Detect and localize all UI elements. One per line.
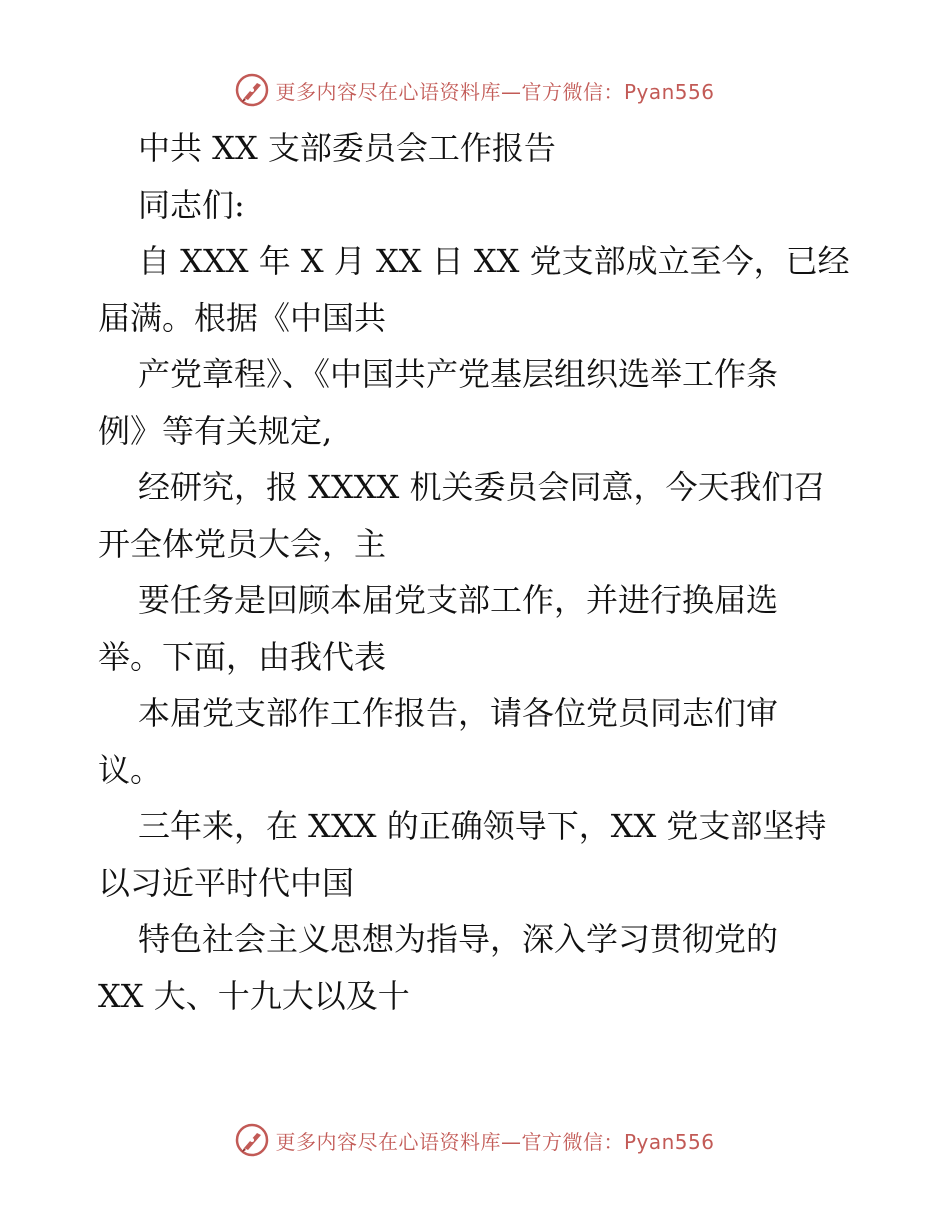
paragraph-line: 自 XXX 年 X 月 XX 日 XX 党支部成立至今，已经 (138, 242, 850, 280)
paragraph-line: 例》等有关规定, (98, 411, 333, 450)
watermark-text: 更多内容尽在心语资料库—官方微信：Pyan556 (275, 79, 715, 104)
paragraph-line: 要任务是回顾本届党支部工作，并进行换届选 (138, 581, 779, 619)
paragraph-line: XX 大、十九大以及十 (98, 976, 410, 1015)
watermark-text: 更多内容尽在心语资料库—官方微信：Pyan556 (275, 1129, 715, 1154)
quill-pen-icon (235, 73, 269, 107)
paragraph-line: 届满。根据《中国共 (98, 298, 387, 337)
header-watermark (0, 68, 950, 112)
report-title: 中共 XX 支部委员会工作报告 (138, 129, 556, 167)
paragraph-line: 特色社会主义思想为指导，深入学习贯彻党的 (138, 920, 779, 958)
paragraph-line: 举。下面，由我代表 (98, 637, 387, 676)
paragraph-line: 以习近平时代中国 (98, 863, 355, 902)
footer-watermark (0, 1118, 950, 1162)
document-body (98, 120, 858, 1024)
paragraph-line: 经研究，报 XXXX 机关委员会同意，今天我们召 (138, 468, 826, 506)
paragraph-line: 三年来，在 XXX 的正确领导下，XX 党支部坚持 (138, 807, 827, 845)
quill-pen-icon (235, 1123, 269, 1157)
paragraph-line: 开全体党员大会，主 (98, 524, 387, 563)
salutation: 同志们: (138, 185, 245, 224)
paragraph-line: 产党章程》、《中国共产党基层组织选举工作条 (138, 355, 779, 393)
paragraph-line: 本届党支部作工作报告，请各位党员同志们审 (138, 694, 779, 732)
paragraph-line: 议。 (98, 750, 163, 789)
